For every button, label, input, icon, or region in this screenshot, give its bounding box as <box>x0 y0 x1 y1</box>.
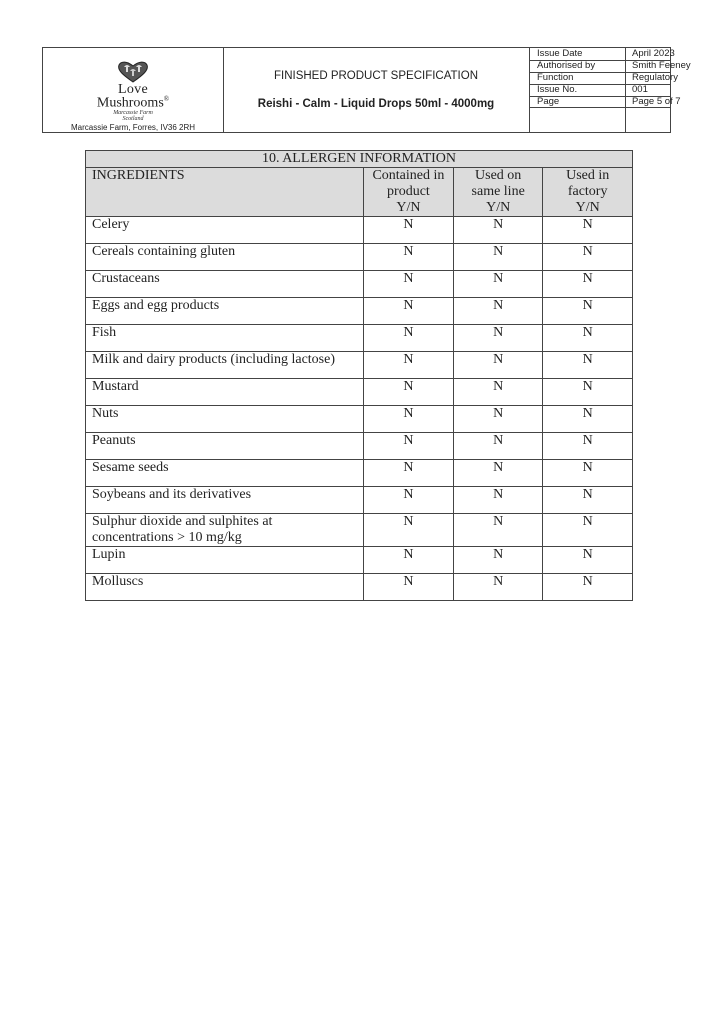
same-line-value: N <box>454 271 543 298</box>
table-row <box>86 379 633 406</box>
table-row <box>86 487 633 514</box>
logo-cell <box>43 48 224 132</box>
meta-label-function: Function <box>537 72 574 83</box>
mushroom-heart-icon <box>113 60 153 84</box>
contained-value: N <box>363 271 453 298</box>
factory-value: N <box>543 352 633 379</box>
factory-value: N <box>543 433 633 460</box>
table-row <box>86 406 633 433</box>
brand-subline1: Marcassie Farm <box>113 110 153 116</box>
ingredient-name: Peanuts <box>86 433 364 460</box>
allergen-table <box>85 150 633 601</box>
table-row <box>86 574 633 601</box>
section-title: 10. ALLERGEN INFORMATION <box>86 151 633 168</box>
table-row <box>86 352 633 379</box>
brand-subline2: Scotland <box>122 116 144 122</box>
factory-value: N <box>543 217 633 244</box>
same-line-value: N <box>454 460 543 487</box>
factory-value: N <box>543 244 633 271</box>
same-line-value: N <box>454 379 543 406</box>
ingredient-name: Soybeans and its derivatives <box>86 487 364 514</box>
ingredient-name: Eggs and egg products <box>86 298 364 325</box>
contained-value: N <box>363 406 453 433</box>
document-title: FINISHED PRODUCT SPECIFICATION <box>273 70 479 82</box>
contained-value: N <box>363 433 453 460</box>
table-row <box>86 433 633 460</box>
meta-label-page: Page <box>537 96 560 107</box>
factory-value: N <box>543 325 633 352</box>
table-column-headers <box>86 168 633 217</box>
factory-value: N <box>543 574 633 601</box>
ingredient-name: Molluscs <box>86 574 364 601</box>
meta-label-issue-date: Issue Date <box>537 48 583 59</box>
same-line-value: N <box>454 514 543 547</box>
same-line-value: N <box>454 352 543 379</box>
contained-value: N <box>363 352 453 379</box>
col-header-same-line: Used on same line Y/N <box>454 168 543 217</box>
meta-value-issue-date: April 2023 <box>632 48 675 59</box>
table-row <box>86 298 633 325</box>
same-line-value: N <box>454 217 543 244</box>
contained-value: N <box>363 244 453 271</box>
meta-value-authorised-by: Smith Feeney <box>632 60 691 71</box>
ingredient-name: Mustard <box>86 379 364 406</box>
same-line-value: N <box>454 433 543 460</box>
same-line-value: N <box>454 547 543 574</box>
factory-value: N <box>543 487 633 514</box>
same-line-value: N <box>454 406 543 433</box>
same-line-value: N <box>454 574 543 601</box>
ingredient-name: Milk and dairy products (including lactose) <box>86 352 364 379</box>
contained-value: N <box>363 487 453 514</box>
same-line-value: N <box>454 325 543 352</box>
col-header-factory: Used in factory Y/N <box>543 168 633 217</box>
contained-value: N <box>363 298 453 325</box>
meta-value-function: Regulatory <box>632 72 678 83</box>
contained-value: N <box>363 547 453 574</box>
ingredient-name: Fish <box>86 325 364 352</box>
col-header-contained: Contained in product Y/N <box>363 168 453 217</box>
contained-value: N <box>363 460 453 487</box>
table-section-header <box>86 151 633 168</box>
ingredient-name: Cereals containing gluten <box>86 244 364 271</box>
table-row <box>86 217 633 244</box>
title-cell <box>223 48 530 132</box>
factory-value: N <box>543 406 633 433</box>
factory-value: N <box>543 298 633 325</box>
contained-value: N <box>363 379 453 406</box>
ingredient-name: Nuts <box>86 406 364 433</box>
table-row <box>86 244 633 271</box>
contained-value: N <box>363 574 453 601</box>
contained-value: N <box>363 217 453 244</box>
meta-label-issue-no: Issue No. <box>537 84 578 95</box>
brand-name-line2: Mushrooms® <box>96 95 170 111</box>
document-header <box>42 47 691 133</box>
ingredient-name: Sulphur dioxide and sulphites at concentrations > 10 mg/kg <box>86 514 364 547</box>
ingredient-name: Celery <box>86 217 364 244</box>
factory-value: N <box>543 460 633 487</box>
meta-label-authorised-by: Authorised by <box>537 60 596 71</box>
factory-value: N <box>543 547 633 574</box>
same-line-value: N <box>454 487 543 514</box>
brand-name-line1: Love <box>118 82 148 97</box>
contained-value: N <box>363 325 453 352</box>
document-meta <box>530 48 691 132</box>
table-row <box>86 325 633 352</box>
col-header-ingredients: INGREDIENTS <box>86 168 364 217</box>
product-name: Reishi - Calm - Liquid Drops 50ml - 4000mg <box>257 98 495 110</box>
ingredient-name: Crustaceans <box>86 271 364 298</box>
company-address: Marcassie Farm, Forres, IV36 2RH <box>71 123 196 132</box>
table-row <box>86 514 633 547</box>
factory-value: N <box>543 514 633 547</box>
meta-value-page: Page 5 of 7 <box>632 96 681 107</box>
factory-value: N <box>543 379 633 406</box>
table-row <box>86 460 633 487</box>
ingredient-name: Lupin <box>86 547 364 574</box>
same-line-value: N <box>454 298 543 325</box>
ingredient-name: Sesame seeds <box>86 460 364 487</box>
contained-value: N <box>363 514 453 547</box>
table-row <box>86 547 633 574</box>
table-row <box>86 271 633 298</box>
meta-value-issue-no: 001 <box>632 84 648 95</box>
same-line-value: N <box>454 244 543 271</box>
factory-value: N <box>543 271 633 298</box>
